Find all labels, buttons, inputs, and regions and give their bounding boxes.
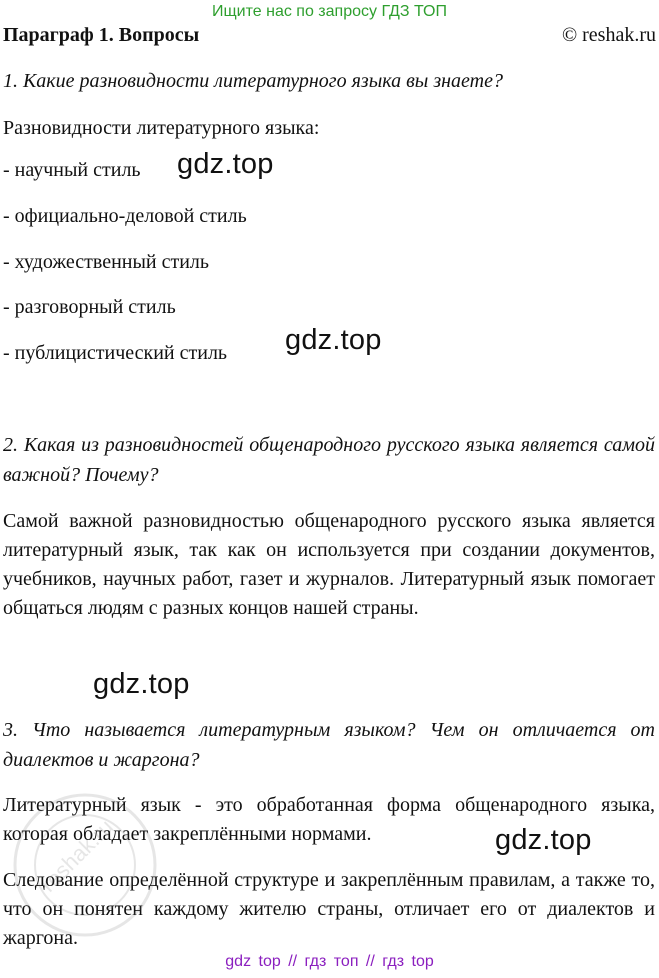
watermark-gdz-top: gdz.top	[285, 324, 382, 356]
copyright-label: © reshak.ru	[561, 24, 656, 46]
watermark-gdz-top: gdz.top	[93, 668, 190, 700]
top-banner[interactable]: Ищите нас по запросу ГДЗ ТОП	[212, 3, 447, 20]
list-item: - художественный стиль	[3, 251, 210, 273]
answer-3-part-1: Литературный язык - это обработанная форма общенародного языка, которая обладает закреплёнными нормами.	[3, 794, 655, 845]
list-item: - разговорный стиль	[3, 296, 176, 318]
footer-links[interactable]: gdz top // гдз топ // гдз top	[225, 953, 434, 970]
question-2: 2. Какая из разновидностей общенародного русского языка является самой важной? Почему?	[3, 434, 655, 486]
question-1: 1. Какие разновидности литературного языка вы знаете?	[3, 70, 503, 92]
list-item: - научный стиль	[3, 159, 141, 181]
question-3: 3. Что называется литературным языком? Чем он отличается от диалектов и жаргона?	[3, 719, 655, 771]
page-title: Параграф 1. Вопросы	[3, 24, 200, 46]
answer-3-part-2: Следование определённой структуре и закреплённым правилам, а также то, что он понятен каждому жителю страны, отличает его от диалектов и жаргона.	[3, 869, 655, 949]
list-item: - публицистический стиль	[3, 342, 228, 364]
answer-1-intro: Разновидности литературного языка:	[3, 117, 320, 139]
svg-text:reshak.ru: reshak.ru	[35, 814, 119, 897]
watermark-gdz-top: gdz.top	[177, 148, 274, 180]
watermark-gdz-top: gdz.top	[495, 824, 592, 856]
list-item: - официально-деловой стиль	[3, 205, 247, 227]
reshak-seal-logo	[10, 790, 160, 940]
answer-2: Самой важной разновидностью общенародного русского языка является литературный язык, так как он используется при создании документов, учебников, научных работ, газет и журналов. Литературный язык помогает общаться людям с разных концов нашей страны.	[3, 510, 655, 619]
page-header	[3, 24, 656, 47]
